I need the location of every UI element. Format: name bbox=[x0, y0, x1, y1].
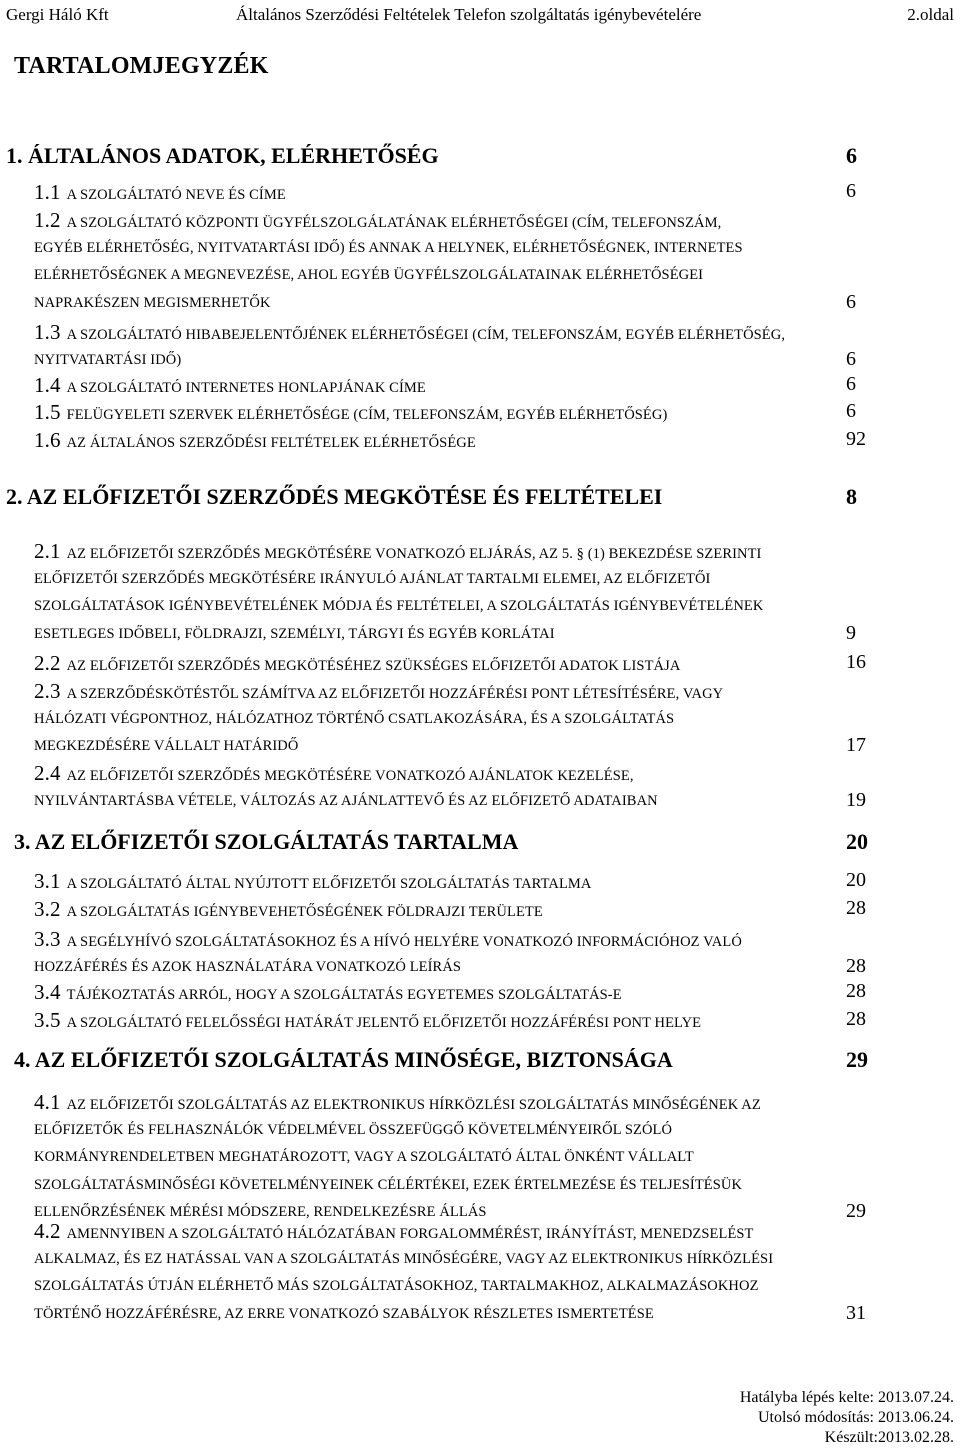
header-page-number: 2.oldal bbox=[907, 5, 954, 24]
toc-entry-text: NAPRAKÉSZEN MEGISMERHETŐK bbox=[34, 294, 271, 311]
toc-entry-text: AZ ELŐFIZETŐI SZOLGÁLTATÁS AZ ELEKTRONIKUS HÍRKÖZLÉSI SZOLGÁLTATÁS MINŐSÉGÉNEK AZ bbox=[66, 1097, 761, 1113]
toc-entry-line bbox=[34, 265, 703, 285]
toc-entry-text: AZ ELŐFIZETŐI SZERZŐDÉS MEGKÖTÉSÉRE VONATKOZÓ AJÁNLATOK KEZELÉSE, bbox=[66, 768, 634, 784]
footer-created-date: Készült:2013.02.28. bbox=[824, 1429, 954, 1446]
toc-entry-text: ESETLEGES IDŐBELI, FÖLDRAJZI, SZEMÉLYI, TÁRGYI ÉS EGYÉB KORLÁTAI bbox=[34, 625, 555, 642]
toc-entry-text: HOZZÁFÉRÉS ÉS AZOK HASZNÁLATÁRA VONATKOZÓ LEÍRÁS bbox=[34, 958, 462, 975]
toc-entry-page: 31 bbox=[846, 1301, 866, 1324]
toc-entry-page: 6 bbox=[846, 400, 856, 422]
toc-entry-line bbox=[34, 322, 785, 345]
toc-entry-text: SZOLGÁLTATÁSOK IGÉNYBEVÉTELÉNEK MÓDJA ÉS FELTÉTELEI, A SZOLGÁLTATÁS IGÉNYBEVÉTELÉNEK bbox=[34, 598, 764, 614]
toc-entry-line bbox=[34, 1120, 672, 1140]
toc-entry-line bbox=[34, 350, 181, 370]
toc-entry-number: 3.1 bbox=[34, 869, 61, 893]
toc-entry-text: AZ ELŐFIZETŐI SZERZŐDÉS MEGKÖTÉSÉRE VONATKOZÓ ELJÁRÁS, AZ 5. § (1) BEKEZDÉSE SZERINTI bbox=[66, 546, 762, 562]
toc-entry-page: 28 bbox=[846, 1008, 866, 1030]
toc-entry-line bbox=[34, 681, 723, 704]
toc-entry-number: 1.5 bbox=[34, 400, 61, 424]
toc-entry-number: 3.5 bbox=[34, 1008, 61, 1032]
toc-entry-text: ELŐFIZETŐI SZERZŐDÉS MEGKÖTÉSÉRE IRÁNYULÓ AJÁNLAT TARTALMI ELEMEI, AZ ELŐFIZETŐI bbox=[34, 570, 711, 587]
toc-entry-number: 1.1 bbox=[34, 180, 61, 204]
toc-entry-page: 6 bbox=[846, 180, 856, 202]
toc-entry-line bbox=[34, 1092, 761, 1115]
toc-entry-text: A SZOLGÁLTATÓ HIBABEJELENTŐJÉNEK ELÉRHETŐSÉGEI (CÍM, TELEFONSZÁM, EGYÉB ELÉRHETŐSÉG, bbox=[66, 327, 786, 343]
toc-entry-text: SZOLGÁLTATÁS ÚTJÁN ELÉRHETŐ MÁS SZOLGÁLTATÁSOKHOZ, TARTALMAKHOZ, ALKALMAZÁSOKHOZ bbox=[34, 1278, 759, 1294]
toc-entry-line bbox=[34, 1304, 654, 1324]
toc-entry-line bbox=[34, 210, 721, 233]
toc-entry-page: 6 bbox=[846, 373, 856, 395]
toc-entry-line bbox=[34, 293, 271, 313]
toc-entry-text: ELÉRHETŐSÉGNEK A MEGNEVEZÉSE, AHOL EGYÉB ÜGYFÉLSZOLGÁLATAINAK ELÉRHETŐSÉGEI bbox=[34, 267, 704, 283]
toc-entry-number: 1.2 bbox=[34, 208, 61, 232]
toc-entry-text: A SZOLGÁLTATÓ KÖZPONTI ÜGYFÉLSZOLGÁLATÁNAK ELÉRHETŐSÉGEI (CÍM, TELEFONSZÁM, bbox=[66, 215, 722, 231]
toc-entry-page: 9 bbox=[846, 621, 856, 644]
toc-entry-line bbox=[34, 899, 543, 922]
toc-entry-line bbox=[34, 402, 667, 425]
toc-entry-text: ALKALMAZ, ÉS EZ HATÁSSAL VAN A SZOLGÁLTATÁS MINŐSÉGÉRE, VAGY AZ ELEKTRONIKUS HÍRKÖZLÉSI bbox=[34, 1250, 774, 1267]
toc-title: TARTALOMJEGYZÉK bbox=[14, 53, 269, 79]
toc-entry-line bbox=[34, 791, 658, 811]
toc-entry-number: 2.2 bbox=[34, 651, 61, 675]
toc-entry-line bbox=[34, 375, 426, 398]
toc-entry-text: KORMÁNYRENDELETBEN MEGHATÁROZOTT, VAGY A SZOLGÁLTATÓ ÁLTAL ÖNKÉNT VÁLLALT bbox=[34, 1149, 694, 1165]
header-document-title: Általános Szerződési Feltételek Telefon szolgáltatás igénybevételére bbox=[236, 5, 702, 24]
toc-entry-text: TÖRTÉNŐ HOZZÁFÉRÉSRE, AZ ERRE VONATKOZÓ SZABÁLYOK RÉSZLETES ISMERTETÉSE bbox=[34, 1305, 654, 1322]
toc-section-page: 8 bbox=[846, 484, 857, 509]
toc-entry-page: 17 bbox=[846, 734, 866, 756]
toc-entry-line bbox=[34, 596, 763, 616]
toc-entry-text: AZ ÁLTALÁNOS SZERZŐDÉSI FELTÉTELEK ELÉRHETŐSÉGE bbox=[66, 435, 476, 451]
toc-section-title: 1. ÁLTALÁNOS ADATOK, ELÉRHETŐSÉG bbox=[6, 143, 439, 168]
toc-entry-line bbox=[34, 709, 674, 729]
header-company: Gergi Háló Kft bbox=[6, 5, 109, 24]
toc-entry-page: 28 bbox=[846, 980, 866, 1002]
toc-entry-line bbox=[34, 1175, 742, 1195]
toc-entry-text: A SZOLGÁLTATÓ ÁLTAL NYÚJTOTT ELŐFIZETŐI SZOLGÁLTATÁS TARTALMA bbox=[66, 876, 592, 892]
toc-entry-text: A SZOLGÁLTATÓ NEVE ÉS CÍME bbox=[66, 187, 286, 203]
toc-section-page: 20 bbox=[846, 829, 868, 854]
toc-section-4[interactable] bbox=[14, 1047, 868, 1073]
toc-entry-text: AMENNYIBEN A SZOLGÁLTATÓ HÁLÓZATÁBAN FORGALOMMÉRÉST, IRÁNYÍTÁST, MENEDZSELÉST bbox=[66, 1226, 754, 1242]
toc-entry-number: 2.1 bbox=[34, 539, 61, 563]
toc-entry-text: NYILVÁNTARTÁSBA VÉTELE, VÁLTOZÁS AZ AJÁNLATTEVŐ ÉS AZ ELŐFIZETŐ ADATAIBAN bbox=[34, 792, 658, 809]
toc-entry-page: 29 bbox=[846, 1200, 866, 1222]
toc-entry-line bbox=[34, 1147, 694, 1167]
toc-entry-number: 3.4 bbox=[34, 980, 61, 1004]
toc-entry-line bbox=[34, 1221, 754, 1244]
toc-entry-text: HÁLÓZATI VÉGPONTHOZ, HÁLÓZATHOZ TÖRTÉNŐ CSATLAKOZÁSÁRA, ÉS A SZOLGÁLTATÁS bbox=[34, 710, 675, 727]
toc-section-title: 3. AZ ELŐFIZETŐI SZOLGÁLTATÁS TARTALMA bbox=[14, 829, 519, 854]
toc-entry-text: A SZOLGÁLTATÓ INTERNETES HONLAPJÁNAK CÍME bbox=[66, 380, 426, 396]
toc-entry-page: 6 bbox=[846, 290, 856, 313]
toc-entry-text: ELŐFIZETŐK ÉS FELHASZNÁLÓK VÉDELMÉVEL ÖSSZEFÜGGŐ KÖVETELMÉNYEIRŐL SZÓLÓ bbox=[34, 1121, 673, 1138]
footer-effective-date: Hatályba lépés kelte: 2013.07.24. bbox=[739, 1389, 954, 1406]
toc-entry-text: A SZERZŐDÉSKÖTÉSTŐL SZÁMÍTVA AZ ELŐFIZETŐI HOZZÁFÉRÉSI PONT LÉTESÍTÉSÉRE, VAGY bbox=[66, 686, 724, 702]
toc-entry-page: 16 bbox=[846, 651, 866, 673]
toc-entry-number: 4.1 bbox=[34, 1090, 61, 1114]
toc-entry-text: TÁJÉKOZTATÁS ARRÓL, HOGY A SZOLGÁLTATÁS EGYETEMES SZOLGÁLTATÁS-E bbox=[66, 987, 622, 1003]
toc-entry-line bbox=[34, 653, 680, 676]
toc-entry-page: 28 bbox=[846, 897, 866, 919]
toc-entry-line bbox=[34, 929, 742, 952]
toc-entry-page: 6 bbox=[846, 347, 856, 370]
toc-section-3[interactable] bbox=[14, 829, 868, 855]
toc-entry-line bbox=[34, 541, 761, 564]
toc-entry-line bbox=[34, 569, 710, 589]
toc-entry-number: 1.3 bbox=[34, 320, 61, 344]
toc-entry-line bbox=[34, 430, 476, 453]
toc-entry-text: ELLENŐRZÉSÉNEK MÉRÉSI MÓDSZERE, RENDELKEZÉSRE ÁLLÁS bbox=[34, 1204, 487, 1220]
toc-entry-number: 2.3 bbox=[34, 679, 61, 703]
toc-entry-text: A SZOLGÁLTATÁS IGÉNYBEVEHETŐSÉGÉNEK FÖLDRAJZI TERÜLETE bbox=[66, 904, 543, 920]
toc-entry-text: FELÜGYELETI SZERVEK ELÉRHETŐSÉGE (CÍM, TELEFONSZÁM, EGYÉB ELÉRHETŐSÉG) bbox=[66, 407, 668, 423]
toc-entry-number: 1.4 bbox=[34, 373, 61, 397]
toc-entry-text: AZ ELŐFIZETŐI SZERZŐDÉS MEGKÖTÉSÉHEZ SZÜKSÉGES ELŐFIZETŐI ADATOK LISTÁJA bbox=[66, 658, 681, 674]
toc-entry-number: 1.6 bbox=[34, 428, 61, 452]
toc-entry-line bbox=[34, 182, 286, 205]
toc-entry-text: MEGKEZDÉSÉRE VÁLLALT HATÁRIDŐ bbox=[34, 738, 299, 754]
toc-entry-line bbox=[34, 1202, 487, 1222]
toc-entry-line bbox=[34, 1276, 759, 1296]
toc-entry-line bbox=[34, 624, 555, 644]
toc-entry-text: A SZOLGÁLTATÓ FELELŐSSÉGI HATÁRÁT JELENTŐ ELŐFIZETŐI HOZZÁFÉRÉSI PONT HELYE bbox=[66, 1015, 702, 1031]
footer-modified-date: Utolsó módosítás: 2013.06.24. bbox=[757, 1409, 954, 1426]
toc-entry-page: 19 bbox=[846, 788, 866, 811]
toc-entry-number: 3.3 bbox=[34, 927, 61, 951]
toc-entry-line bbox=[34, 982, 622, 1005]
toc-entry-line bbox=[34, 957, 461, 977]
toc-entry-number: 2.4 bbox=[34, 761, 61, 785]
toc-entry-number: 3.2 bbox=[34, 897, 61, 921]
toc-entry-line bbox=[34, 736, 298, 756]
toc-entry-page: 92 bbox=[846, 428, 866, 450]
toc-entry-text: A SEGÉLYHÍVÓ SZOLGÁLTATÁSOKHOZ ÉS A HÍVÓ HELYÉRE VONATKOZÓ INFORMÁCIÓHOZ VALÓ bbox=[66, 934, 742, 950]
toc-section-title: 4. AZ ELŐFIZETŐI SZOLGÁLTATÁS MINŐSÉGE, BIZTONSÁGA bbox=[14, 1047, 673, 1072]
toc-entry-line bbox=[34, 1010, 701, 1033]
toc-entry-line bbox=[34, 1249, 773, 1269]
toc-entry-text: SZOLGÁLTATÁSMINŐSÉGI KÖVETELMÉNYEINEK CÉLÉRTÉKEI, EZEK ÉRTELMEZÉSE ÉS TELJESÍTÉSÜK bbox=[34, 1176, 743, 1193]
toc-entry-page: 20 bbox=[846, 869, 866, 891]
toc-entry-text: NYITVATARTÁSI IDŐ) bbox=[34, 351, 182, 368]
toc-section-1[interactable] bbox=[6, 143, 857, 169]
toc-section-2[interactable] bbox=[6, 484, 857, 510]
toc-section-page: 6 bbox=[846, 143, 857, 168]
toc-section-page: 29 bbox=[846, 1047, 868, 1072]
toc-entry-text: EGYÉB ELÉRHETŐSÉG, NYITVATARTÁSI IDŐ) ÉS ANNAK A HELYNEK, ELÉRHETŐSÉGNEK, INTERNETES bbox=[34, 239, 743, 256]
toc-section-title: 2. AZ ELŐFIZETŐI SZERZŐDÉS MEGKÖTÉSE ÉS FELTÉTELEI bbox=[6, 484, 663, 509]
toc-entry-page: 28 bbox=[846, 954, 866, 977]
toc-entry-line bbox=[34, 871, 591, 894]
toc-entry-number: 4.2 bbox=[34, 1219, 61, 1243]
toc-entry-line bbox=[34, 763, 634, 786]
toc-entry-line bbox=[34, 238, 743, 258]
